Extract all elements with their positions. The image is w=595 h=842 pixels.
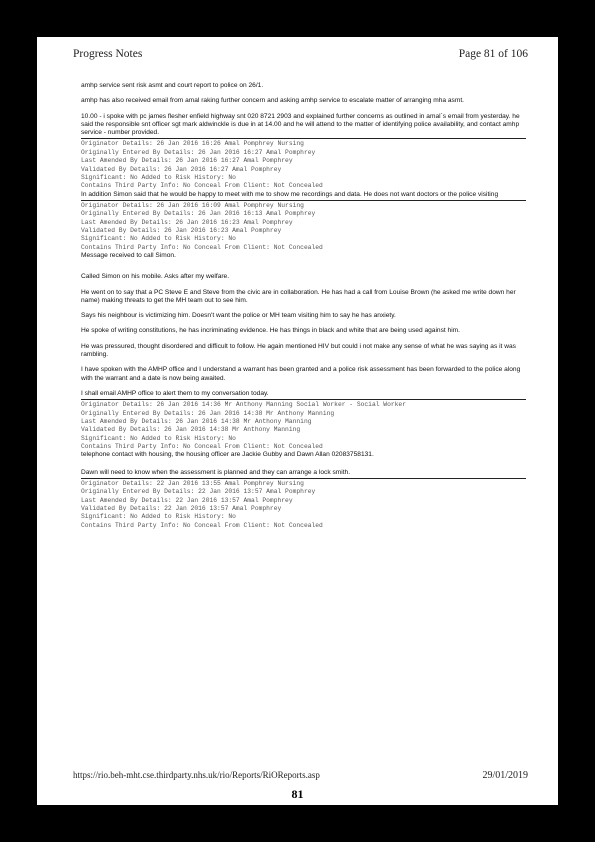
page-number: 81 xyxy=(291,787,304,801)
note-meta-line: Last Amended By Details: 26 Jan 2016 14:38 Mr Anthony Manning xyxy=(81,417,312,425)
note-paragraph: Called Simon on his mobile. Asks after my welfare. xyxy=(81,273,230,281)
notes-content xyxy=(81,82,526,530)
footer-date: 29/01/2019 xyxy=(482,770,528,781)
note-paragraph: telephone contact with housing, the housing officer are Jackie Gubby and Dawn Allan 02083758131. xyxy=(81,451,374,459)
page-info: Page 81 of 106 xyxy=(458,48,528,60)
note-paragraph: He went on to say that a PC Steve E and Steve from the civic are in collaboration. He has had a call from Louise Brown (he asked me write down her name) making threats to get the MH team out to see him. xyxy=(81,288,516,304)
note-paragraph: Says his neighbour is victimizing him. Doesn't want the police or MH team visiting him to say he has anxiety. xyxy=(81,312,396,320)
note-paragraph: He spoke of writing constitutions, he has incriminating evidence. He has things in black and white that are being used against him. xyxy=(81,327,460,335)
note-meta-line: Validated By Details: 26 Jan 2016 14:38 Mr Anthony Manning xyxy=(81,426,301,434)
note-meta-line: Originator Details: 26 Jan 2016 14:36 Mr Anthony Manning Social Worker - Social Worker xyxy=(81,401,406,409)
note-meta-line: Significant: No Added to Risk History: No xyxy=(81,513,236,521)
note-meta-line: Validated By Details: 26 Jan 2016 16:23 Amal Pomphrey xyxy=(81,226,282,234)
note-meta-line: Significant: No Added to Risk History: No xyxy=(81,173,236,181)
note-meta-line: Last Amended By Details: 26 Jan 2016 16:23 Amal Pomphrey xyxy=(81,218,293,226)
note-meta-line: Originally Entered By Details: 26 Jan 2016 16:13 Amal Pomphrey xyxy=(81,210,316,218)
note-meta-line: Originator Details: 26 Jan 2016 16:09 Amal Pomphrey Nursing xyxy=(81,201,304,209)
note-paragraph: amhp has also received email from amal raking further concern and asking amhp service to escalate matter of arranging mha asmt. xyxy=(81,97,464,105)
note-meta-line: Last Amended By Details: 26 Jan 2016 16:27 Amal Pomphrey xyxy=(81,157,293,165)
note-paragraph: I shall email AMHP office to alert them to my conversation today. xyxy=(81,390,526,400)
footer-url: https://rio.beh-mht.cse.thirdparty.nhs.uk/rio/Reports/RiOReports.asp xyxy=(73,770,320,780)
page-title: Progress Notes xyxy=(73,48,143,60)
note-meta-line: Contains Third Party Info: No Conceal From Client: Not Concealed xyxy=(81,442,323,450)
note-meta-line: Originally Entered By Details: 26 Jan 2016 14:38 Mr Anthony Manning xyxy=(81,409,335,417)
note-meta-line: Originally Entered By Details: 26 Jan 2016 16:27 Amal Pomphrey xyxy=(81,148,316,156)
note-meta-line: Significant: No Added to Risk History: No xyxy=(81,235,236,243)
note-meta-line: Originator Details: 22 Jan 2016 13:55 Amal Pomphrey Nursing xyxy=(81,479,304,487)
document-page xyxy=(37,37,558,805)
note-paragraph: 10.00 - i spoke with pc james flesher enfield highway snt 020 8721 2903 and explained further concerns as outlined in amal`s email from yesterday. he said the responsible snt officer sgt mark aldwinckle is due in at 14.00 and he will attend to the matter of identifying police availability, and contact amhp service - number provided. xyxy=(81,113,526,140)
note-meta-line: Contains Third Party Info: No Conceal From Client: Not Concealed xyxy=(81,521,323,529)
note-meta-line: Contains Third Party Info: No Conceal From Client: Not Concealed xyxy=(81,243,323,251)
note-meta-line: Validated By Details: 26 Jan 2016 16:27 Amal Pomphrey xyxy=(81,165,282,173)
note-paragraph: amhp service sent risk asmt and court report to police on 26/1. xyxy=(81,82,264,89)
note-meta-line: Contains Third Party Info: No Conceal From Client: Not Concealed xyxy=(81,182,323,190)
note-paragraph: Dawn will need to know when the assessment is planned and they can arrange a lock smith. xyxy=(81,469,526,479)
note-meta-line: Originally Entered By Details: 22 Jan 2016 13:57 Amal Pomphrey xyxy=(81,488,316,496)
note-paragraph: In addition Simon said that he would be happy to meet with me to show me recordings and data. He does not want doctors or the police visiting xyxy=(81,191,526,201)
note-paragraph: I have spoken with the AMHP office and I understand a warrant has been granted and a police risk assessment has been forwarded to the police along with the warrant and a date is now being awaited. xyxy=(81,366,521,382)
note-paragraph: He was pressured, thought disordered and difficult to follow. He again mentioned HIV but could i not make any sense of what he was saying as it was rambling. xyxy=(81,342,516,358)
note-meta-line: Significant: No Added to Risk History: No xyxy=(81,434,236,442)
note-meta-line: Originator Details: 26 Jan 2016 16:26 Amal Pomphrey Nursing xyxy=(81,140,304,148)
note-paragraph: Message received to call Simon. xyxy=(81,251,176,259)
note-meta-line: Last Amended By Details: 22 Jan 2016 13:57 Amal Pomphrey xyxy=(81,496,293,504)
note-meta-line: Validated By Details: 22 Jan 2016 13:57 Amal Pomphrey xyxy=(81,504,282,512)
